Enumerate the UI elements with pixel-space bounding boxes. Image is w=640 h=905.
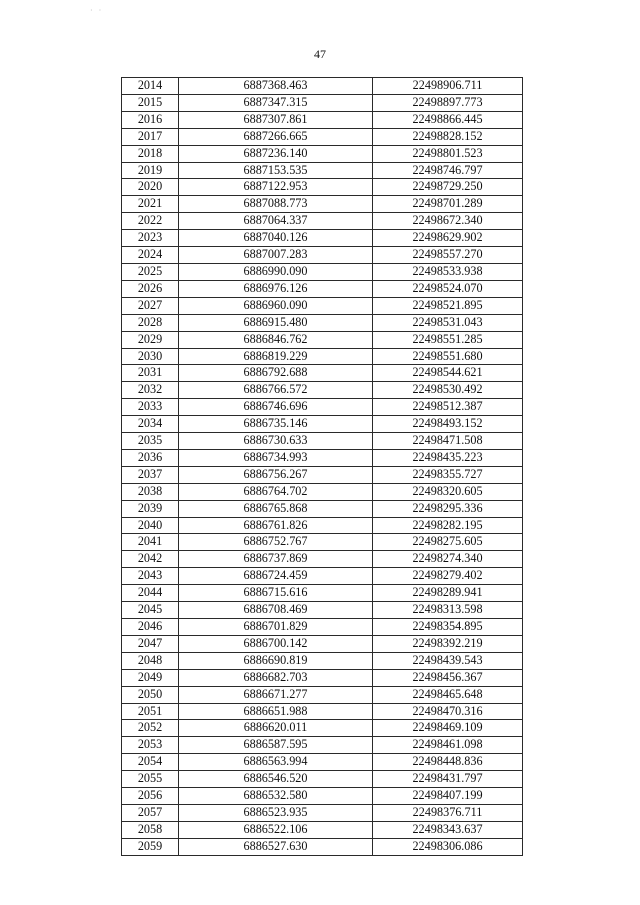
- y-coordinate-cell: 22498544.621: [373, 365, 523, 382]
- y-coordinate-cell: 22498866.445: [373, 111, 523, 128]
- point-number-cell: 2053: [122, 737, 179, 754]
- x-coordinate-cell: 6886701.829: [179, 619, 373, 636]
- y-coordinate-cell: 22498557.270: [373, 247, 523, 264]
- y-coordinate-cell: 22498431.797: [373, 771, 523, 788]
- point-number-cell: 2024: [122, 247, 179, 264]
- x-coordinate-cell: 6887347.315: [179, 94, 373, 111]
- table-row: [122, 196, 523, 213]
- table-row: [122, 331, 523, 348]
- table-row: [122, 788, 523, 805]
- corner-mark: · ·: [90, 6, 104, 15]
- table-row: [122, 111, 523, 128]
- table-row: [122, 703, 523, 720]
- point-number-cell: 2027: [122, 297, 179, 314]
- x-coordinate-cell: 6886730.633: [179, 433, 373, 450]
- y-coordinate-cell: 22498456.367: [373, 669, 523, 686]
- y-coordinate-cell: 22498531.043: [373, 314, 523, 331]
- point-number-cell: 2015: [122, 94, 179, 111]
- table-row: [122, 669, 523, 686]
- x-coordinate-cell: 6887236.140: [179, 145, 373, 162]
- point-number-cell: 2046: [122, 619, 179, 636]
- y-coordinate-cell: 22498530.492: [373, 382, 523, 399]
- table-row: [122, 416, 523, 433]
- x-coordinate-cell: 6886563.994: [179, 754, 373, 771]
- point-number-cell: 2030: [122, 348, 179, 365]
- x-coordinate-cell: 6887153.535: [179, 162, 373, 179]
- table-row: [122, 585, 523, 602]
- table-row: [122, 314, 523, 331]
- point-number-cell: 2044: [122, 585, 179, 602]
- x-coordinate-cell: 6887040.126: [179, 230, 373, 247]
- x-coordinate-cell: 6887368.463: [179, 78, 373, 95]
- point-number-cell: 2018: [122, 145, 179, 162]
- x-coordinate-cell: 6886761.826: [179, 517, 373, 534]
- y-coordinate-cell: 22498439.543: [373, 652, 523, 669]
- x-coordinate-cell: 6886734.993: [179, 449, 373, 466]
- table-row: [122, 821, 523, 838]
- point-number-cell: 2047: [122, 635, 179, 652]
- table-row: [122, 179, 523, 196]
- y-coordinate-cell: 22498354.895: [373, 619, 523, 636]
- table-row: [122, 449, 523, 466]
- y-coordinate-cell: 22498282.195: [373, 517, 523, 534]
- x-coordinate-cell: 6886752.767: [179, 534, 373, 551]
- table-row: [122, 348, 523, 365]
- coordinates-table: [121, 77, 523, 856]
- y-coordinate-cell: 22498320.605: [373, 483, 523, 500]
- y-coordinate-cell: 22498672.340: [373, 213, 523, 230]
- table-row: [122, 365, 523, 382]
- x-coordinate-cell: 6887266.665: [179, 128, 373, 145]
- table-row: [122, 720, 523, 737]
- x-coordinate-cell: 6887064.337: [179, 213, 373, 230]
- y-coordinate-cell: 22498407.199: [373, 788, 523, 805]
- table-row: [122, 433, 523, 450]
- point-number-cell: 2032: [122, 382, 179, 399]
- x-coordinate-cell: 6886976.126: [179, 280, 373, 297]
- table-row: [122, 652, 523, 669]
- table-row: [122, 483, 523, 500]
- x-coordinate-cell: 6886764.702: [179, 483, 373, 500]
- y-coordinate-cell: 22498906.711: [373, 78, 523, 95]
- table-row: [122, 297, 523, 314]
- point-number-cell: 2056: [122, 788, 179, 805]
- x-coordinate-cell: 6886651.988: [179, 703, 373, 720]
- y-coordinate-cell: 22498448.836: [373, 754, 523, 771]
- x-coordinate-cell: 6886819.229: [179, 348, 373, 365]
- table-row: [122, 517, 523, 534]
- table-row: [122, 145, 523, 162]
- point-number-cell: 2029: [122, 331, 179, 348]
- table-row: [122, 94, 523, 111]
- point-number-cell: 2059: [122, 838, 179, 855]
- point-number-cell: 2017: [122, 128, 179, 145]
- x-coordinate-cell: 6886792.688: [179, 365, 373, 382]
- point-number-cell: 2016: [122, 111, 179, 128]
- y-coordinate-cell: 22498274.340: [373, 551, 523, 568]
- table-row: [122, 534, 523, 551]
- x-coordinate-cell: 6886587.595: [179, 737, 373, 754]
- y-coordinate-cell: 22498461.098: [373, 737, 523, 754]
- x-coordinate-cell: 6886546.520: [179, 771, 373, 788]
- x-coordinate-cell: 6887122.953: [179, 179, 373, 196]
- y-coordinate-cell: 22498313.598: [373, 602, 523, 619]
- y-coordinate-cell: 22498551.680: [373, 348, 523, 365]
- point-number-cell: 2039: [122, 500, 179, 517]
- point-number-cell: 2051: [122, 703, 179, 720]
- y-coordinate-cell: 22498729.250: [373, 179, 523, 196]
- y-coordinate-cell: 22498275.605: [373, 534, 523, 551]
- point-number-cell: 2043: [122, 568, 179, 585]
- table-row: [122, 804, 523, 821]
- point-number-cell: 2045: [122, 602, 179, 619]
- table-row: [122, 213, 523, 230]
- table-row: [122, 838, 523, 855]
- y-coordinate-cell: 22498828.152: [373, 128, 523, 145]
- point-number-cell: 2037: [122, 466, 179, 483]
- x-coordinate-cell: 6886715.616: [179, 585, 373, 602]
- point-number-cell: 2014: [122, 78, 179, 95]
- point-number-cell: 2020: [122, 179, 179, 196]
- y-coordinate-cell: 22498469.109: [373, 720, 523, 737]
- y-coordinate-cell: 22498355.727: [373, 466, 523, 483]
- coordinates-table-body: [122, 78, 523, 856]
- y-coordinate-cell: 22498279.402: [373, 568, 523, 585]
- y-coordinate-cell: 22498295.336: [373, 500, 523, 517]
- x-coordinate-cell: 6887007.283: [179, 247, 373, 264]
- point-number-cell: 2033: [122, 399, 179, 416]
- y-coordinate-cell: 22498306.086: [373, 838, 523, 855]
- table-row: [122, 263, 523, 280]
- point-number-cell: 2028: [122, 314, 179, 331]
- table-row: [122, 230, 523, 247]
- x-coordinate-cell: 6886915.480: [179, 314, 373, 331]
- y-coordinate-cell: 22498521.895: [373, 297, 523, 314]
- y-coordinate-cell: 22498471.508: [373, 433, 523, 450]
- table-row: [122, 619, 523, 636]
- y-coordinate-cell: 22498533.938: [373, 263, 523, 280]
- y-coordinate-cell: 22498524.070: [373, 280, 523, 297]
- point-number-cell: 2035: [122, 433, 179, 450]
- table-row: [122, 500, 523, 517]
- x-coordinate-cell: 6886737.869: [179, 551, 373, 568]
- table-row: [122, 399, 523, 416]
- point-number-cell: 2050: [122, 686, 179, 703]
- table-row: [122, 280, 523, 297]
- table-row: [122, 771, 523, 788]
- x-coordinate-cell: 6886522.106: [179, 821, 373, 838]
- x-coordinate-cell: 6886620.011: [179, 720, 373, 737]
- y-coordinate-cell: 22498343.637: [373, 821, 523, 838]
- y-coordinate-cell: 22498629.902: [373, 230, 523, 247]
- x-coordinate-cell: 6886990.090: [179, 263, 373, 280]
- y-coordinate-cell: 22498701.289: [373, 196, 523, 213]
- point-number-cell: 2022: [122, 213, 179, 230]
- x-coordinate-cell: 6886960.090: [179, 297, 373, 314]
- table-row: [122, 162, 523, 179]
- point-number-cell: 2055: [122, 771, 179, 788]
- y-coordinate-cell: 22498289.941: [373, 585, 523, 602]
- point-number-cell: 2031: [122, 365, 179, 382]
- x-coordinate-cell: 6886523.935: [179, 804, 373, 821]
- point-number-cell: 2026: [122, 280, 179, 297]
- point-number-cell: 2042: [122, 551, 179, 568]
- table-row: [122, 754, 523, 771]
- point-number-cell: 2025: [122, 263, 179, 280]
- point-number-cell: 2041: [122, 534, 179, 551]
- y-coordinate-cell: 22498746.797: [373, 162, 523, 179]
- page-number: 47: [314, 47, 326, 61]
- x-coordinate-cell: 6887088.773: [179, 196, 373, 213]
- x-coordinate-cell: 6886846.762: [179, 331, 373, 348]
- point-number-cell: 2038: [122, 483, 179, 500]
- point-number-cell: 2058: [122, 821, 179, 838]
- y-coordinate-cell: 22498376.711: [373, 804, 523, 821]
- point-number-cell: 2054: [122, 754, 179, 771]
- y-coordinate-cell: 22498392.219: [373, 635, 523, 652]
- point-number-cell: 2021: [122, 196, 179, 213]
- y-coordinate-cell: 22498897.773: [373, 94, 523, 111]
- x-coordinate-cell: 6886671.277: [179, 686, 373, 703]
- x-coordinate-cell: 6887307.861: [179, 111, 373, 128]
- table-row: [122, 128, 523, 145]
- point-number-cell: 2023: [122, 230, 179, 247]
- x-coordinate-cell: 6886532.580: [179, 788, 373, 805]
- table-row: [122, 466, 523, 483]
- table-row: [122, 737, 523, 754]
- table-row: [122, 602, 523, 619]
- y-coordinate-cell: 22498551.285: [373, 331, 523, 348]
- y-coordinate-cell: 22498470.316: [373, 703, 523, 720]
- point-number-cell: 2034: [122, 416, 179, 433]
- y-coordinate-cell: 22498512.387: [373, 399, 523, 416]
- y-coordinate-cell: 22498465.648: [373, 686, 523, 703]
- table-row: [122, 382, 523, 399]
- point-number-cell: 2048: [122, 652, 179, 669]
- x-coordinate-cell: 6886527.630: [179, 838, 373, 855]
- table-row: [122, 78, 523, 95]
- point-number-cell: 2036: [122, 449, 179, 466]
- y-coordinate-cell: 22498493.152: [373, 416, 523, 433]
- x-coordinate-cell: 6886690.819: [179, 652, 373, 669]
- x-coordinate-cell: 6886746.696: [179, 399, 373, 416]
- x-coordinate-cell: 6886700.142: [179, 635, 373, 652]
- point-number-cell: 2040: [122, 517, 179, 534]
- x-coordinate-cell: 6886708.469: [179, 602, 373, 619]
- x-coordinate-cell: 6886765.868: [179, 500, 373, 517]
- point-number-cell: 2019: [122, 162, 179, 179]
- x-coordinate-cell: 6886724.459: [179, 568, 373, 585]
- table-row: [122, 635, 523, 652]
- x-coordinate-cell: 6886735.146: [179, 416, 373, 433]
- table-row: [122, 247, 523, 264]
- point-number-cell: 2049: [122, 669, 179, 686]
- point-number-cell: 2052: [122, 720, 179, 737]
- x-coordinate-cell: 6886766.572: [179, 382, 373, 399]
- x-coordinate-cell: 6886756.267: [179, 466, 373, 483]
- table-row: [122, 551, 523, 568]
- table-row: [122, 686, 523, 703]
- y-coordinate-cell: 22498801.523: [373, 145, 523, 162]
- point-number-cell: 2057: [122, 804, 179, 821]
- table-row: [122, 568, 523, 585]
- y-coordinate-cell: 22498435.223: [373, 449, 523, 466]
- x-coordinate-cell: 6886682.703: [179, 669, 373, 686]
